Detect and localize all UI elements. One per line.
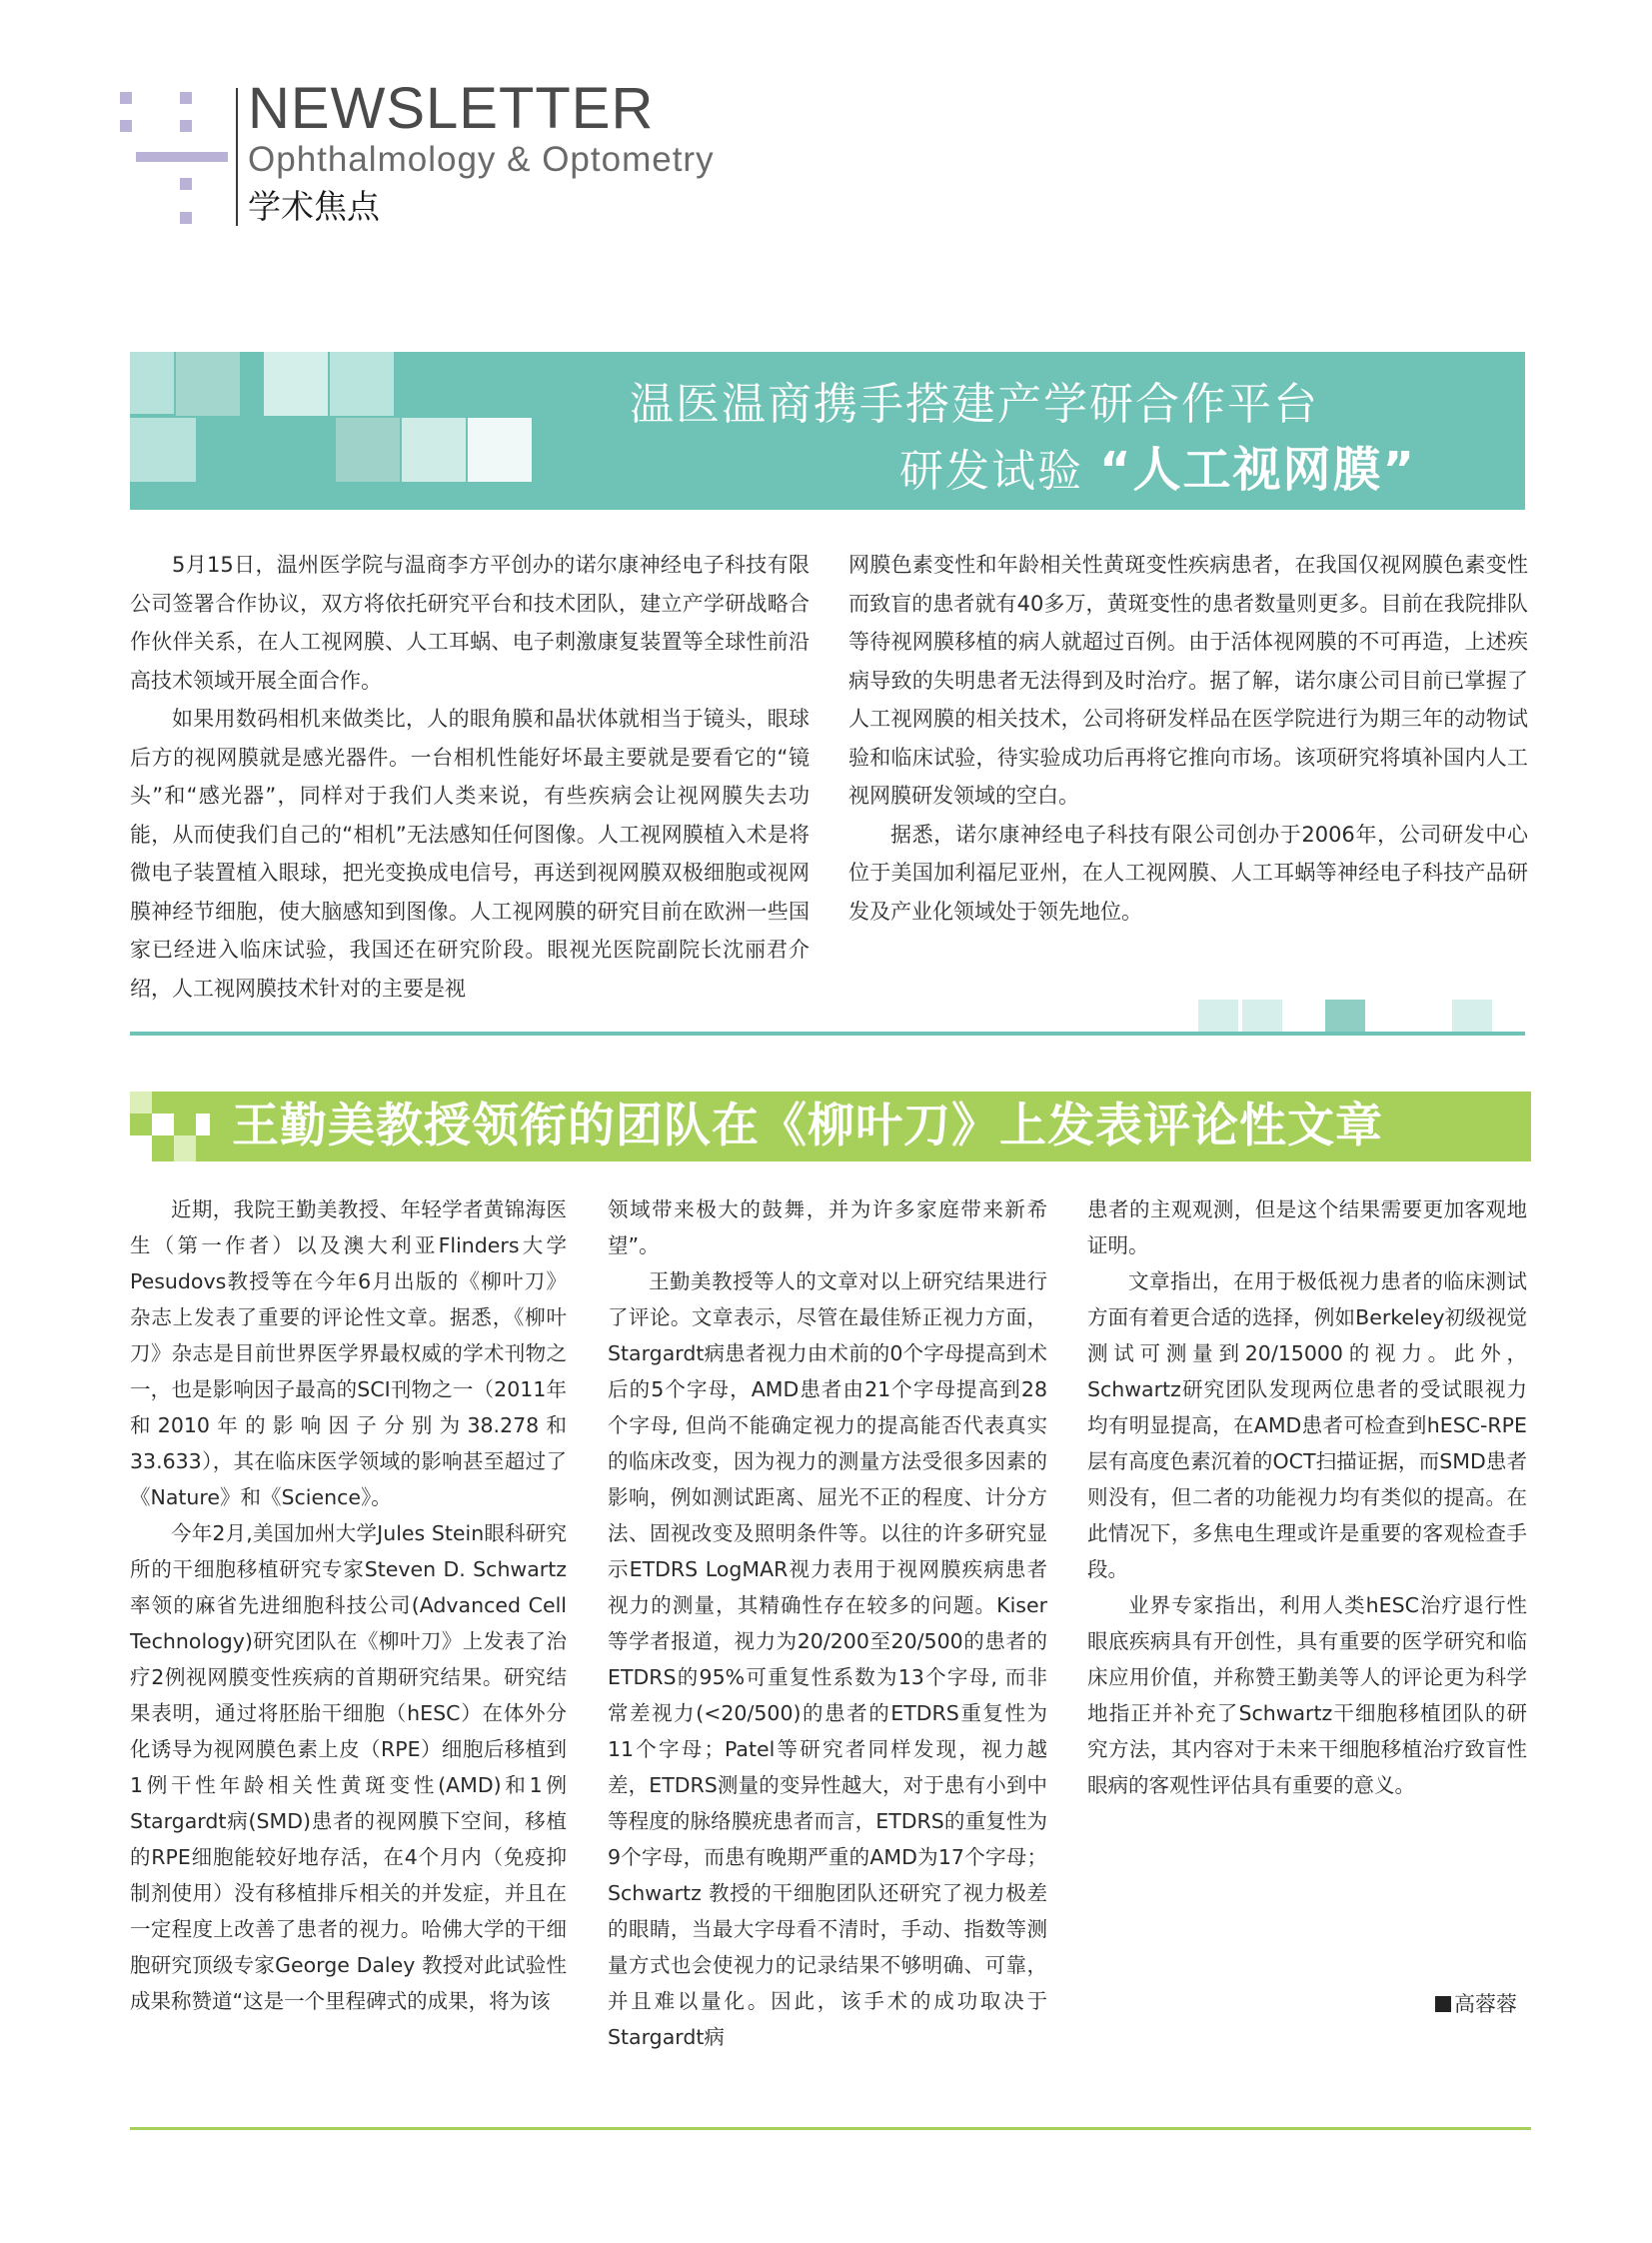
article2-title: 王勤美教授领衔的团队在《柳叶刀》上发表评论性文章: [232, 1099, 1383, 1153]
article1-paragraph-continued: 网膜色素变性和年龄相关性黄斑变性疾病患者，在我国仅视网膜色素变性而致盲的患者就有40多万，黄斑变性的患者数量则更多。目前在我院排队等待视网膜移植的病人就超过百例。由于活体视网膜的不可再造，上述疾病导致的失明患者无法得到及时治疗。据了解，诺尔康公司目前已掌握了人工视网膜的相关技术，公司将研发样品在医学院进行为期三年的动物试验和临床试验，待实验成功后再将它推向市场。该项研究将填补国内人工视网膜研发领域的空白。: [848, 553, 1528, 808]
newsletter-subtitle: Ophthalmology & Optometry: [248, 140, 715, 179]
article2-paragraph: 王勤美教授等人的文章对以上研究结果进行了评论。文章表示，尽管在最佳矫正视力方面，Stargardt病患者视力由术前的0个字母提高到术后的5个字母，AMD患者由21个字母提高到28个字母, 但尚不能确定视力的提高能否代表真实的临床改变，因为视力的测量方法受很多因素的影响，例如测试距离、屈光不正的程度、计分方法、固视改变及照明条件等。以往的许多研究显示ETDRS LogMAR视力表用于视网膜疾病患者视力的测量，其精确性存在较多的问题。Kiser等学者报道，视力为20/200至20/500的患者的ETDRS的95%可重复性系数为13个字母, 而非常差视力(<20/500)的患者的ETDRS重复性为11个字母；Patel等研究者同样发现，视力越差，ETDRS测量的变异性越大，对于患有小到中等程度的脉络膜疣患者而言，ETDRS的重复性为9个字母，而患有晚期严重的AMD为17个字母；Schwartz 教授的干细胞团队还研究了视力极差的眼睛，当最大字母看不清时，手动、指数等测量方式也会使视力的记录结果不够明确、可靠，并且难以量化。因此，该手术的成功取决于Stargardt病: [608, 1269, 1047, 2049]
article1-paragraph: 如果用数码相机来做类比，人的眼角膜和晶状体就相当于镜头，眼球后方的视网膜就是感光器件。一台相机性能好坏最主要就是要看它的“镜头”和“感光器”，同样对于我们人类来说，有些疾病会让视网膜失去功能，从而使我们自己的“相机”无法感知任何图像。人工视网膜植入术是将微电子装置植入眼球，把光变换成电信号，再送到视网膜双极细胞或视网膜神经节细胞，使大脑感知到图像。人工视网膜的研究目前在欧洲一些国家已经进入临床试验，我国还在研究阶段。眼视光医院副院长沈丽君介绍，人工视网膜技术针对的主要是视: [130, 707, 810, 1001]
article2-column-2: [608, 1191, 1047, 2055]
article2-paragraph: 今年2月,美国加州大学Jules Stein眼科研究所的干细胞移植研究专家Steven D. Schwartz率领的麻省先进细胞科技公司(Advanced Cell Technology)研究团队在《柳叶刀》上发表了治疗2例视网膜变性疾病的首期研究结果。研究结果表明，通过将胚胎干细胞（hESC）在体外分化诱导为视网膜色素上皮（RPE）细胞后移植到1例干性年龄相关性黄斑变性(AMD)和1例Stargardt病(SMD)患者的视网膜下空间，移植的RPE细胞能较好地存活，在4个月内（免疫抑制剂使用）没有移植排斥相关的并发症，并且在一定程度上改善了患者的视力。哈佛大学的干细胞研究顶级专家George Daley 教授对此试验性成果称赞道“这是一个里程碑式的成果，将为该: [130, 1521, 567, 2013]
author-byline: [1435, 1994, 1517, 2015]
author-marker-icon: [1435, 1996, 1451, 2012]
divider-block: [1452, 1000, 1492, 1036]
banner-tile: [174, 1135, 196, 1161]
article1-title-line1: 温医温商携手搭建产学研合作平台: [630, 379, 1319, 430]
article2-column-1: [130, 1191, 567, 2019]
article2-paragraph: 近期，我院王勤美教授、年轻学者黄锦海医生（第一作者）以及澳大利亚Flinders大学Pesudovs教授等在今年6月出版的《柳叶刀》杂志上发表了重要的评论性文章。据悉，《柳叶刀》杂志是目前世界医学界最权威的学术刊物之一，也是影响因子最高的SCI刊物之一（2011年和2010年的影响因子分别为38.278和33.633），其在临床医学领域的影响甚至超过了《Nature》和《Science》。: [130, 1197, 567, 1509]
article1-paragraph: 5月15日，温州医学院与温商李方平创办的诺尔康神经电子科技有限公司签署合作协议，双方将依托研究平台和技术团队，建立产学研战略合作伙伴关系，在人工视网膜、人工耳蜗、电子刺激康复装置等全球性前沿高技术领域开展全面合作。: [130, 553, 810, 693]
author-name: 高蓉蓉: [1454, 1992, 1517, 2016]
article2-paragraph-continued: 领域带来极大的鼓舞，并为许多家庭带来新希望”。: [608, 1197, 1047, 1257]
bottom-rule: [130, 2127, 1531, 2130]
banner-tile: [130, 1092, 152, 1114]
banner-tile: [152, 1114, 174, 1135]
article1-title-prefix: 研发试验: [899, 446, 1083, 497]
divider-block: [1325, 1000, 1365, 1036]
article1-paragraph: 据悉，诺尔康神经电子科技有限公司创办于2006年，公司研发中心位于美国加利福尼亚州，在人工视网膜、人工耳蜗等神经电子科技产品研发及产业化领域处于领先地位。: [848, 822, 1528, 924]
article2-paragraph-continued: 患者的主观观测，但是这个结果需要更加客观地证明。: [1087, 1197, 1527, 1257]
section-label: 学术焦点: [248, 187, 380, 226]
article1-title-line2: [899, 442, 1417, 498]
section-divider: [130, 1032, 1525, 1036]
header-divider: [236, 88, 238, 226]
banner-tile: [196, 1114, 210, 1135]
article1-title-emphasis: “人工视网膜”: [1099, 442, 1417, 498]
divider-block: [1198, 1000, 1238, 1036]
divider-block: [1242, 1000, 1282, 1036]
article2-paragraph: 业界专家指出，利用人类hESC治疗退行性眼底疾病具有开创性，具有重要的医学研究和临床应用价值，并称赞王勤美等人的评论更为科学地指正并补充了Schwartz干细胞移植团队的研究方法，其内容对于未来干细胞移植治疗致盲性眼病的客观性评估具有重要的意义。: [1087, 1593, 1527, 1797]
article1-right-column: [848, 546, 1528, 931]
article2-column-3: [1087, 1191, 1527, 1803]
article1-left-column: [130, 546, 810, 1008]
banner-tile: [130, 1135, 152, 1161]
article2-paragraph: 文章指出，在用于极低视力患者的临床测试方面有着更合适的选择，例如Berkeley初级视觉测试可测量到20/15000的视力。此外，Schwartz研究团队发现两位患者的受试眼视力均有明显提高，在AMD患者可检查到hESC-RPE层有高度色素沉着的OCT扫描证据，而SMD患者则没有，但二者的功能视力均有类似的提高。在此情况下，多焦电生理或许是重要的客观检查手段。: [1087, 1269, 1527, 1581]
newsletter-title: NEWSLETTER: [248, 76, 655, 141]
